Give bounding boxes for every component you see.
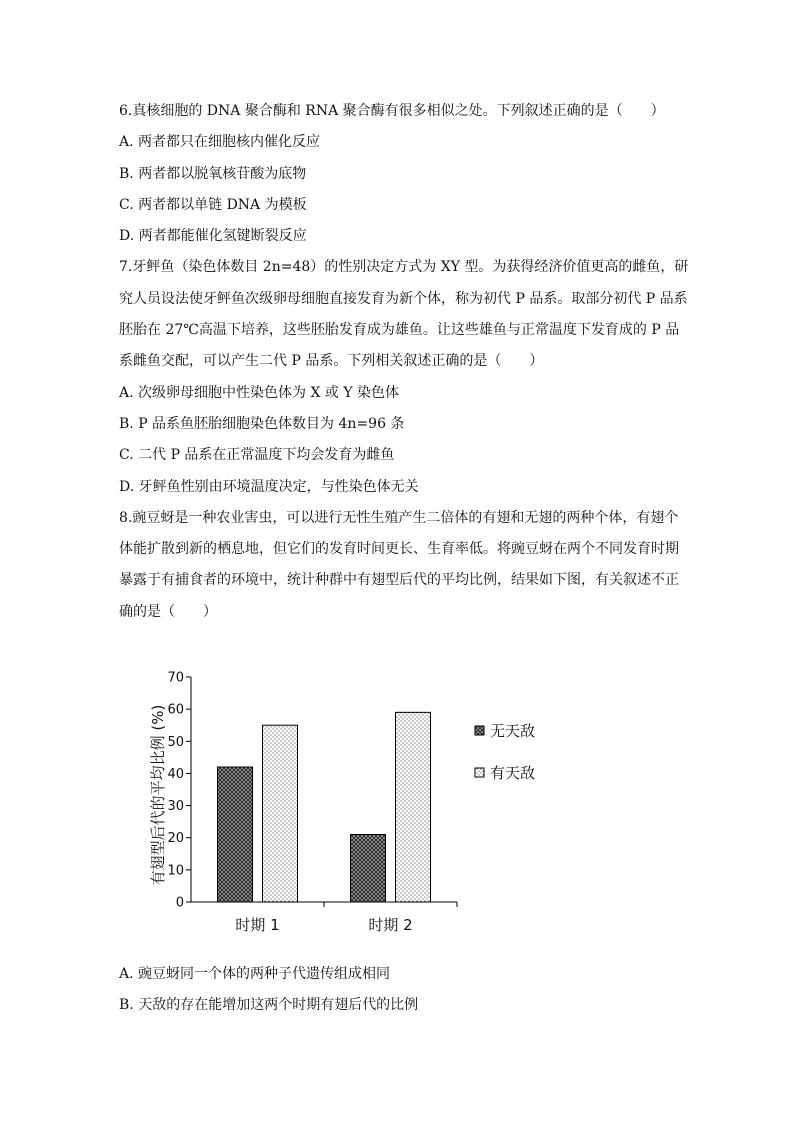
bar-series-1-category-1 (396, 712, 431, 902)
question-6-option-d: D. 两者都能催化氢键断裂反应 (119, 228, 307, 245)
y-tick-label: 10 (167, 863, 184, 879)
y-tick-label: 20 (167, 831, 184, 847)
questions-6-to-8 (119, 96, 688, 628)
question-8-options (119, 959, 418, 1022)
question-7-stem-line-1: 7.牙鲆鱼（染色体数目 2n=48）的性别决定方式为 XY 型。为获得经济价值更高的雌鱼，研 (119, 259, 689, 276)
legend-swatch (475, 726, 484, 735)
x-category-label: 时期 1 (235, 916, 280, 934)
bar-series-0-category-0 (218, 767, 253, 902)
question-7-option-c: C. 二代 P 品系在正常温度下均会发育为雌鱼 (119, 447, 395, 464)
question-6-option-b: B. 两者都以脱氧核苷酸为底物 (119, 165, 307, 182)
y-tick-label: 50 (167, 734, 184, 750)
y-tick-label: 0 (175, 895, 184, 911)
question-7-stem-line-2: 究人员设法使牙鲆鱼次级卵母细胞直接发育为新个体，称为初代 P 品系。取部分初代 P 品系 (119, 290, 688, 307)
question-7-option-d: D. 牙鲆鱼性别由环境温度决定，与性染色体无关 (119, 478, 419, 495)
legend-swatch (475, 768, 484, 777)
question-6-option-a: A. 两者都只在细胞核内催化反应 (119, 134, 321, 151)
y-tick-label: 30 (167, 799, 184, 815)
question-8-stem-line-3: 暴露于有捕食者的环境中，统计种群中有翅型后代的平均比例，结果如下图，有关叙述不正 (119, 572, 679, 589)
y-tick-label: 40 (167, 766, 184, 782)
question-6-stem: 6.真核细胞的 DNA 聚合酶和 RNA 聚合酶有很多相似之处。下列叙述正确的是（ ） (119, 103, 665, 119)
question-7-option-b: B. P 品系鱼胚胎细胞染色体数目为 4n=96 条 (119, 415, 405, 432)
question-7-stem-line-3: 胚胎在 27℃高温下培养，这些胚胎发育成为雄鱼。让这些雄鱼与正常温度下发育成的 P 品 (119, 322, 680, 339)
legend-label: 有天敌 (490, 764, 536, 782)
question-8-stem-line-1: 8.豌豆蚜是一种农业害虫，可以进行无性生殖产生二倍体的有翅和无翅的两种个体，有翅个 (119, 509, 679, 526)
y-tick-label: 60 (167, 702, 184, 718)
bar-chart-svg (140, 660, 580, 950)
question-8-option-b: B. 天敌的存在能增加这两个时期有翅后代的比例 (119, 997, 419, 1014)
question-8-option-a: A. 豌豆蚜同一个体的两种子代遗传组成相同 (119, 966, 391, 982)
bar-series-1-category-0 (263, 725, 298, 902)
question-8-stem-line-4: 确的是（ ） (119, 603, 217, 620)
question-8-stem-line-2: 体能扩散到新的栖息地，但它们的发育时间更长、生育率低。将豌豆蚜在两个不同发育时期 (119, 541, 679, 558)
question-6-option-c: C. 两者都以单链 DNA 为模板 (119, 196, 307, 213)
bar-chart (140, 660, 580, 950)
y-tick-label: 70 (167, 670, 184, 686)
bar-series-0-category-1 (351, 835, 386, 903)
question-7-stem-line-4: 系雌鱼交配，可以产生二代 P 品系。下列相关叙述正确的是（ ） (119, 353, 544, 370)
question-7-option-a: A. 次级卵母细胞中性染色体为 X 或 Y 染色体 (119, 384, 400, 401)
y-axis-title: 有翅型后代的平均比例 (%) (149, 704, 167, 886)
x-category-label: 时期 2 (368, 916, 413, 934)
legend-label: 无天敌 (490, 722, 536, 740)
